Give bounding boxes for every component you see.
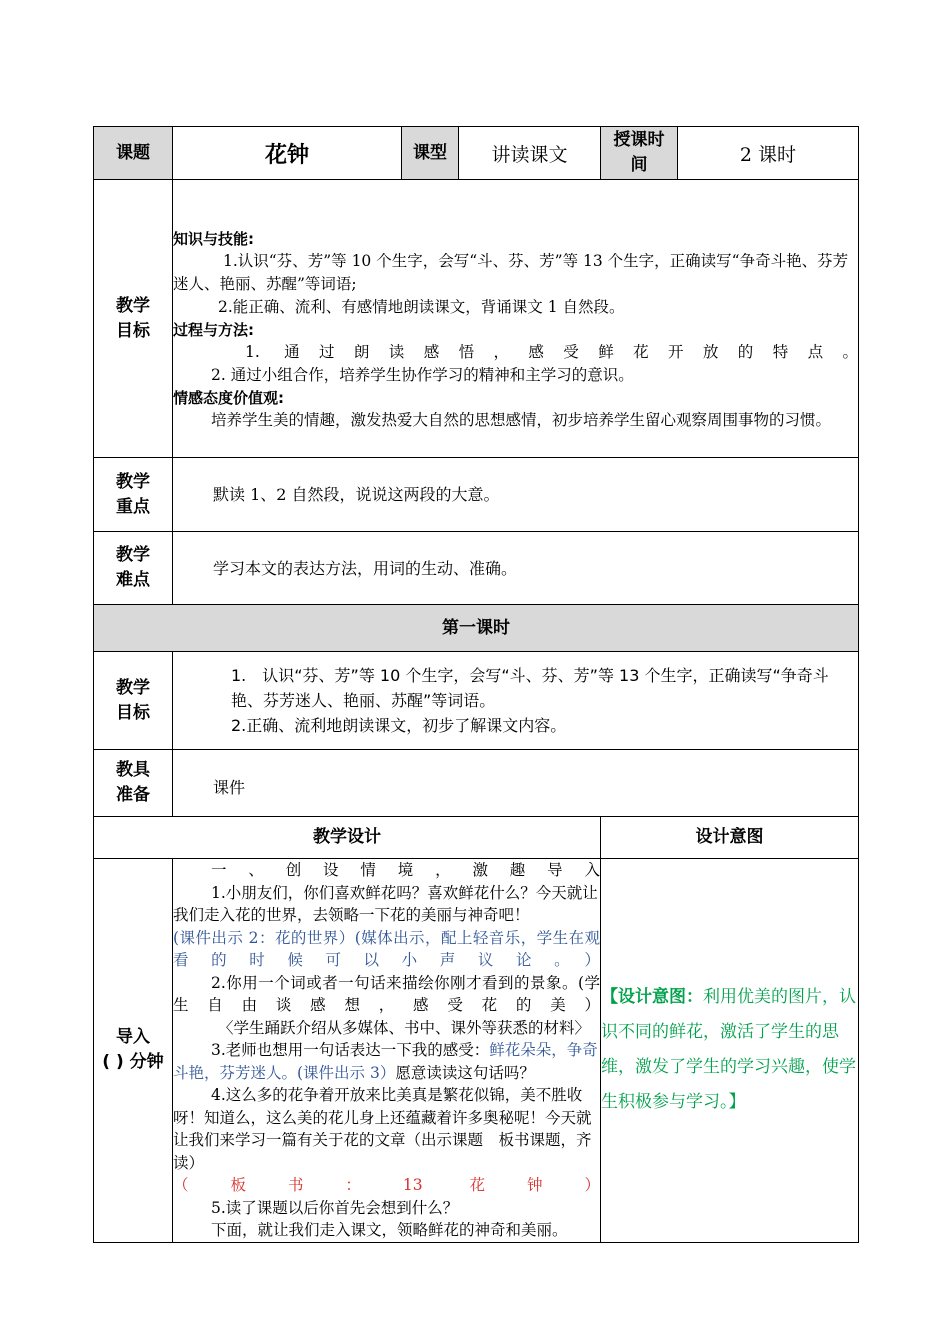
lesson1-goals-content [173,652,859,750]
question-4: 4.这么多的花争着开放来比美真是繁花似锦，美不胜收呀！知道么，这么美的花儿身上还蕴藏着许多奥秘呢！今天就让我们来学习一篇有关于花的文章（出示课题 板书课题，齐读） [173,1086,592,1172]
design-column-header: 教学设计 [94,817,601,859]
phase-duration: ( ) 分钟 [102,1052,164,1073]
question-1-media: (课件出示 2：花的世界）(媒体出示，配上轻音乐，学生在观看的时候可以小声议论。） [173,928,600,969]
knowledge-item-2: 2.能正确、流利、有感情地朗读课文，背诵课文 1 自然段。 [218,297,625,316]
topic-title: 花钟 [173,127,402,180]
lesson1-title: 第一课时 [94,605,859,652]
time-label: 授课时间 [601,127,678,180]
intent-body: 利用优美的图片，认识不同的鲜花，激活了学生的思维，激发了学生的学习兴趣，使学生积极参与学习。】 [601,987,856,1113]
tools-text: 课件 [173,750,859,817]
step-title: 一、创设情境，激趣导入 [211,861,600,879]
design-header-row [94,817,859,859]
question-3-quote: 鲜花朵朵，争奇斗艳，芬芳迷人。(课件出示 3） [173,1041,598,1082]
intro-content [173,859,601,1243]
type-label: 课型 [402,127,459,180]
emotion-item-1: 培养学生美的情趣，激发热爱大自然的思想感情，初步培养学生留心观察周围事物的习惯。 [211,410,832,429]
key-point-row [94,458,859,532]
process-item-2: 2. 通过小组合作，培养学生协作学习的精神和主学习的意识。 [211,365,634,384]
goals-label: 教学目标 [94,180,173,458]
intent-column-header: 设计意图 [601,817,859,859]
emotion-title: 情感态度价值观: [173,388,284,407]
intro-row [94,859,859,1243]
lesson1-goals-label: 教学目标 [94,652,173,750]
goals-row [94,180,859,458]
key-point-label: 教学重点 [94,458,173,532]
closing-line: 下面，就让我们走入课文，领略鲜花的神奇和美丽。 [211,1221,568,1239]
knowledge-item-1: 1.认识“芬、芳”等 10 个生字，会写“斗、芬、芳”等 13 个生字，正确读写“争奇斗艳、芬芳迷人、艳丽、苏醒”等词语; [173,251,849,293]
topic-label: 课题 [94,127,173,180]
lesson-hours: 2 课时 [678,127,859,180]
question-2: 2.你用一个词或者一句话来描绘你刚才看到的景象。(学生自由谈感想，感受花的美） [173,973,600,1014]
question-4-board: （板书：13 花钟） [173,1176,600,1194]
lesson1-title-row [94,605,859,652]
difficulty-text: 学习本文的表达方法，用词的生动、准确。 [173,532,859,605]
intent-heading: 【设计意图： [601,987,703,1008]
lesson1-goal-2: 2.正确、流利地朗读课文，初步了解课文内容。 [231,716,567,735]
question-3-tail: 愿意读读这句话吗？ [395,1063,535,1082]
lesson1-goal-1: 1. 认识“芬、芳”等 10 个生字，会写“斗、芬、芳”等 13 个生字，正确读写“争奇斗艳、芬芳迷人、艳丽、苏醒”等词语。 [231,666,829,710]
intro-phase-label [94,859,173,1243]
question-1: 1.小朋友们，你们喜欢鲜花吗？喜欢鲜花什么？今天就让我们走入花的世界，去领略一下花的美丽与神奇吧！ [173,883,598,924]
knowledge-title: 知识与技能: [173,229,254,248]
tools-label: 教具准备 [94,750,173,817]
question-3-lead: 3.老师也想用一句话表达一下我的感受： [211,1041,490,1059]
question-3 [173,1039,600,1084]
phase-name: 导入 [116,1027,150,1048]
intent-content [601,859,859,1243]
question-2-note: 〈学生踊跃介绍从多媒体、书中、课外等获悉的材料〉 [218,1018,591,1037]
process-title: 过程与方法: [173,320,254,339]
header-row [94,127,859,180]
difficulty-row [94,532,859,605]
tools-row [94,750,859,817]
process-item-1: 1. 通过朗读感悟，感受鲜花开放的特点。 [245,342,858,361]
key-point-text: 默读 1、2 自然段，说说这两段的大意。 [173,458,859,532]
question-5: 5.读了课题以后你首先会想到什么？ [211,1198,459,1217]
lesson1-goals-row [94,652,859,750]
difficulty-label: 教学难点 [94,532,173,605]
lesson-plan-table [93,126,859,1243]
goals-content [173,180,859,458]
lesson-type: 讲读课文 [459,127,601,180]
